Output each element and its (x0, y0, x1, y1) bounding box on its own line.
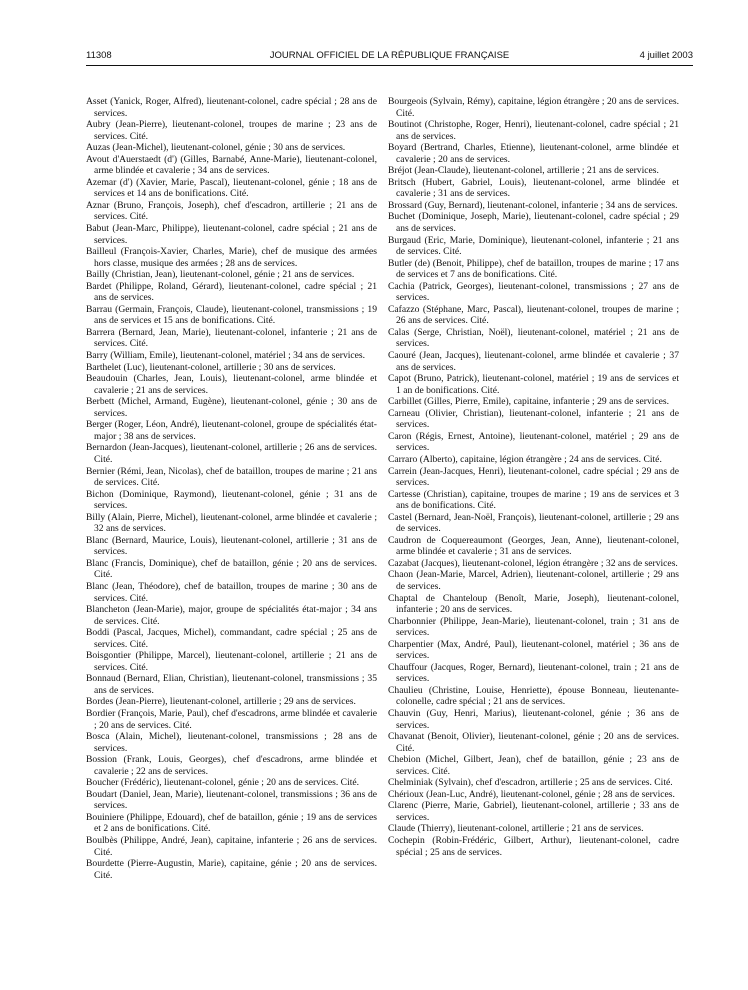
list-item: Barrera (Bernard, Jean, Marie), lieutenant-colonel, infanterie ; 21 ans de services. Cité. (86, 326, 377, 350)
list-item: Carneau (Olivier, Christian), lieutenant-colonel, infanterie ; 21 ans de services. (388, 407, 679, 431)
list-item: Bréjot (Jean-Claude), lieutenant-colonel, artillerie ; 21 ans de services. (388, 165, 659, 177)
list-item: Bardet (Philippe, Roland, Gérard), lieutenant-colonel, cadre spécial ; 21 ans de services. (86, 280, 377, 304)
list-item: Beaudouin (Charles, Jean, Louis), lieutenant-colonel, arme blindée et cavalerie ; 21 ans de services. (86, 373, 377, 396)
list-item: Brossard (Guy, Bernard), lieutenant-colonel, infanterie ; 34 ans de services. (388, 199, 678, 211)
list-item: Cafazzo (Stéphane, Marc, Pascal), lieutenant-colonel, troupes de marine ; 26 ans de services. Cité. (388, 303, 679, 327)
list-item: Blanc (Bernard, Maurice, Louis), lieutenant-colonel, artillerie ; 31 ans de services. (86, 534, 377, 558)
list-item: Bouiniere (Philippe, Edouard), chef de bataillon, génie ; 19 ans de services et 2 ans de bonifications. Cité. (86, 811, 377, 835)
list-item: Aznar (Bruno, François, Joseph), chef d'escadron, artillerie ; 21 ans de services. Cité. (86, 199, 377, 223)
list-item: Chavanat (Benoit, Olivier), lieutenant-colonel, génie ; 20 ans de services. Cité. (388, 731, 679, 754)
list-item: Blanc (Jean, Théodore), chef de bataillon, troupes de marine ; 30 ans de services. Cité. (86, 580, 377, 604)
list-item: Carraro (Alberto), capitaine, légion étrangère ; 24 ans de services. Cité. (388, 453, 662, 465)
list-item: Cochepin (Robin-Frédéric, Gilbert, Arthur), lieutenant-colonel, cadre spécial ; 25 ans de services. (388, 835, 679, 858)
list-item: Bourdette (Pierre-Augustin, Marie), capitaine, génie ; 20 ans de services. Cité. (86, 858, 377, 881)
right-column (388, 96, 679, 858)
list-item: Britsch (Hubert, Gabriel, Louis), lieutenant-colonel, arme blindée et cavalerie ; 31 ans de services. (388, 176, 679, 200)
list-item: Charbonnier (Philippe, Jean-Marie), lieutenant-colonel, train ; 31 ans de services. (388, 615, 679, 639)
list-item: Buchet (Dominique, Joseph, Marie), lieutenant-colonel, cadre spécial ; 29 ans de services. (388, 211, 679, 235)
list-item: Bordes (Jean-Pierre), lieutenant-colonel, artillerie ; 29 ans de services. (86, 696, 356, 708)
list-item: Capot (Bruno, Patrick), lieutenant-colonel, matériel ; 19 ans de services et 1 an de bonifications. Cité. (388, 373, 679, 396)
list-item: Chauffour (Jacques, Roger, Bernard), lieutenant-colonel, train ; 21 ans de services. (388, 661, 679, 685)
list-item: Calas (Serge, Christian, Noël), lieutenant-colonel, matériel ; 21 ans de services. (388, 326, 679, 350)
list-item: Barrau (Germain, François, Claude), lieutenant-colonel, transmissions ; 19 ans de services et 15 ans de bonifications. Cité. (86, 303, 377, 327)
list-item: Bonnaud (Bernard, Elian, Christian), lieutenant-colonel, transmissions ; 35 ans de services. (86, 673, 377, 696)
journal-title: JOURNAL OFFICIEL DE LA RÉPUBLIQUE FRANÇAISE (269, 50, 510, 61)
list-item: Charpentier (Max, André, Paul), lieutenant-colonel, matériel ; 36 ans de services. (388, 638, 679, 662)
list-item: Caron (Régis, Ernest, Antoine), lieutenant-colonel, matériel ; 29 ans de services. (388, 430, 679, 454)
list-item: Auzas (Jean-Michel), lieutenant-colonel, génie ; 30 ans de services. (86, 142, 346, 154)
page-header (86, 50, 693, 64)
list-item: Boutinot (Christophe, Roger, Henri), lieutenant-colonel, cadre spécial ; 21 ans de services. (388, 119, 679, 142)
list-item: Asset (Yanick, Roger, Alfred), lieutenant-colonel, cadre spécial ; 28 ans de services. (86, 96, 377, 119)
list-item: Blancheton (Jean-Marie), major, groupe de spécialités état-major ; 34 ans de services. Cité. (86, 604, 377, 627)
list-item: Caouré (Jean, Jacques), lieutenant-colonel, arme blindée et cavalerie ; 37 ans de services. (388, 350, 679, 373)
list-item: Babut (Jean-Marc, Philippe), lieutenant-colonel, cadre spécial ; 21 ans de services. (86, 223, 377, 246)
list-item: Cartesse (Christian), capitaine, troupes de marine ; 19 ans de services et 3 ans de bonifications. Cité. (388, 488, 679, 512)
list-item: Chelminiak (Sylvain), chef d'escadron, artillerie ; 25 ans de services. Cité. (388, 777, 673, 789)
left-column (86, 96, 377, 881)
list-item: Bichon (Dominique, Raymond), lieutenant-colonel, génie ; 31 ans de services. (86, 488, 377, 512)
list-item: Bailly (Christian, Jean), lieutenant-colonel, génie ; 21 ans de services. (86, 269, 355, 281)
list-item: Bordier (François, Marie, Paul), chef d'escadrons, arme blindée et cavalerie ; 20 ans de services. Cité. (86, 707, 377, 731)
list-item: Chebion (Michel, Gilbert, Jean), chef de bataillon, génie ; 23 ans de services. Cité. (388, 754, 679, 777)
list-item: Burgaud (Eric, Marie, Dominique), lieutenant-colonel, infanterie ; 21 ans de services. Cité. (388, 234, 679, 258)
list-item: Blanc (Francis, Dominique), chef de bataillon, génie ; 20 ans de services. Cité. (86, 557, 377, 581)
list-item: Bailleul (François-Xavier, Charles, Marie), chef de musique des armées hors classe, musique des armées ; 28 ans de services. (86, 246, 377, 269)
list-item: Boucher (Frédéric), lieutenant-colonel, génie ; 20 ans de services. Cité. (86, 777, 360, 789)
list-item: Butler (de) (Benoit, Philippe), chef de bataillon, troupes de marine ; 17 ans de services et 7 ans de bonifications. Cité. (388, 257, 679, 281)
list-item: Barthelet (Luc), lieutenant-colonel, artillerie ; 30 ans de services. (86, 361, 336, 373)
list-item: Boisgontier (Philippe, Marcel), lieutenant-colonel, artillerie ; 21 ans de services. Cité. (86, 650, 377, 673)
list-item: Cazabat (Jacques), lieutenant-colonel, légion étrangère ; 32 ans de services. (388, 557, 678, 569)
list-item: Castel (Bernard, Jean-Noël, François), lieutenant-colonel, artillerie ; 29 ans de services. (388, 511, 679, 535)
list-item: Bernardon (Jean-Jacques), lieutenant-colonel, artillerie ; 26 ans de services. Cité. (86, 442, 377, 465)
list-item: Chérioux (Jean-Luc, André), lieutenant-colonel, génie ; 28 ans de services. (388, 788, 675, 800)
header-rule (86, 65, 693, 66)
list-item: Bosca (Alain, Michel), lieutenant-colonel, transmissions ; 28 ans de services. (86, 731, 377, 754)
list-item: Avout d'Auerstaedt (d') (Gilles, Barnabé, Anne-Marie), lieutenant-colonel, arme blindée et cavalerie ; 34 ans de services. (86, 153, 377, 177)
list-item: Bossion (Frank, Louis, Georges), chef d'escadrons, arme blindée et cavalerie ; 22 ans de services. (86, 754, 377, 777)
list-item: Aubry (Jean-Pierre), lieutenant-colonel, troupes de marine ; 23 ans de services. Cité. (86, 119, 377, 142)
list-item: Berbett (Michel, Armand, Eugène), lieutenant-colonel, génie ; 30 ans de services. (86, 396, 377, 419)
list-item: Boudart (Daniel, Jean, Marie), lieutenant-colonel, transmissions ; 36 ans de services. (86, 788, 377, 812)
list-item: Chauvin (Guy, Henri, Marius), lieutenant-colonel, génie ; 36 ans de services. (388, 707, 679, 731)
list-item: Caudron de Coquereaumont (Georges, Jean, Anne), lieutenant-colonel, arme blindée et cavalerie ; 31 ans de services. (388, 534, 679, 558)
list-item: Boulbès (Philippe, André, Jean), capitaine, infanterie ; 26 ans de services. Cité. (86, 835, 377, 858)
issue-date: 4 juillet 2003 (639, 50, 693, 61)
list-item: Carbillet (Gilles, Pierre, Emile), capitaine, infanterie ; 29 ans de services. (388, 396, 670, 408)
list-item: Clarenc (Pierre, Marie, Gabriel), lieutenant-colonel, artillerie ; 33 ans de services. (388, 800, 679, 823)
list-item: Carrein (Jean-Jacques, Henri), lieutenant-colonel, cadre spécial ; 29 ans de services. (388, 465, 679, 489)
list-item: Cachia (Patrick, Georges), lieutenant-colonel, transmissions ; 27 ans de services. (388, 280, 679, 304)
list-item: Berger (Roger, Léon, André), lieutenant-colonel, groupe de spécialités état-major ; 38 ans de services. (86, 419, 377, 442)
list-item: Azemar (d') (Xavier, Marie, Pascal), lieutenant-colonel, génie ; 18 ans de services et 14 ans de bonifications. Cité. (86, 176, 377, 200)
list-item: Boyard (Bertrand, Charles, Etienne), lieutenant-colonel, arme blindée et cavalerie ; 20 ans de services. (388, 142, 679, 165)
list-item: Chaulieu (Christine, Louise, Henriette), épouse Bonneau, lieutenante-colonelle, cadre spécial ; 21 ans de services. (388, 684, 679, 708)
list-item: Barry (William, Emile), lieutenant-colonel, matériel ; 34 ans de services. (86, 350, 366, 362)
list-item: Claude (Thierry), lieutenant-colonel, artillerie ; 21 ans de services. (388, 823, 644, 835)
page-number: 11308 (86, 50, 112, 61)
list-item: Bernier (Rémi, Jean, Nicolas), chef de bataillon, troupes de marine ; 21 ans de services. Cité. (86, 465, 377, 489)
list-item: Chaptal de Chanteloup (Benoît, Marie, Joseph), lieutenant-colonel, infanterie ; 20 ans de services. (388, 592, 679, 616)
list-item: Boddi (Pascal, Jacques, Michel), commandant, cadre spécial ; 25 ans de services. Cité. (86, 627, 377, 650)
list-item: Billy (Alain, Pierre, Michel), lieutenant-colonel, arme blindée et cavalerie ; 32 ans de services. (86, 511, 377, 535)
list-item: Chaon (Jean-Marie, Marcel, Adrien), lieutenant-colonel, artillerie ; 29 ans de services. (388, 569, 679, 592)
list-item: Bourgeois (Sylvain, Rémy), capitaine, légion étrangère ; 20 ans de services. Cité. (388, 96, 679, 119)
